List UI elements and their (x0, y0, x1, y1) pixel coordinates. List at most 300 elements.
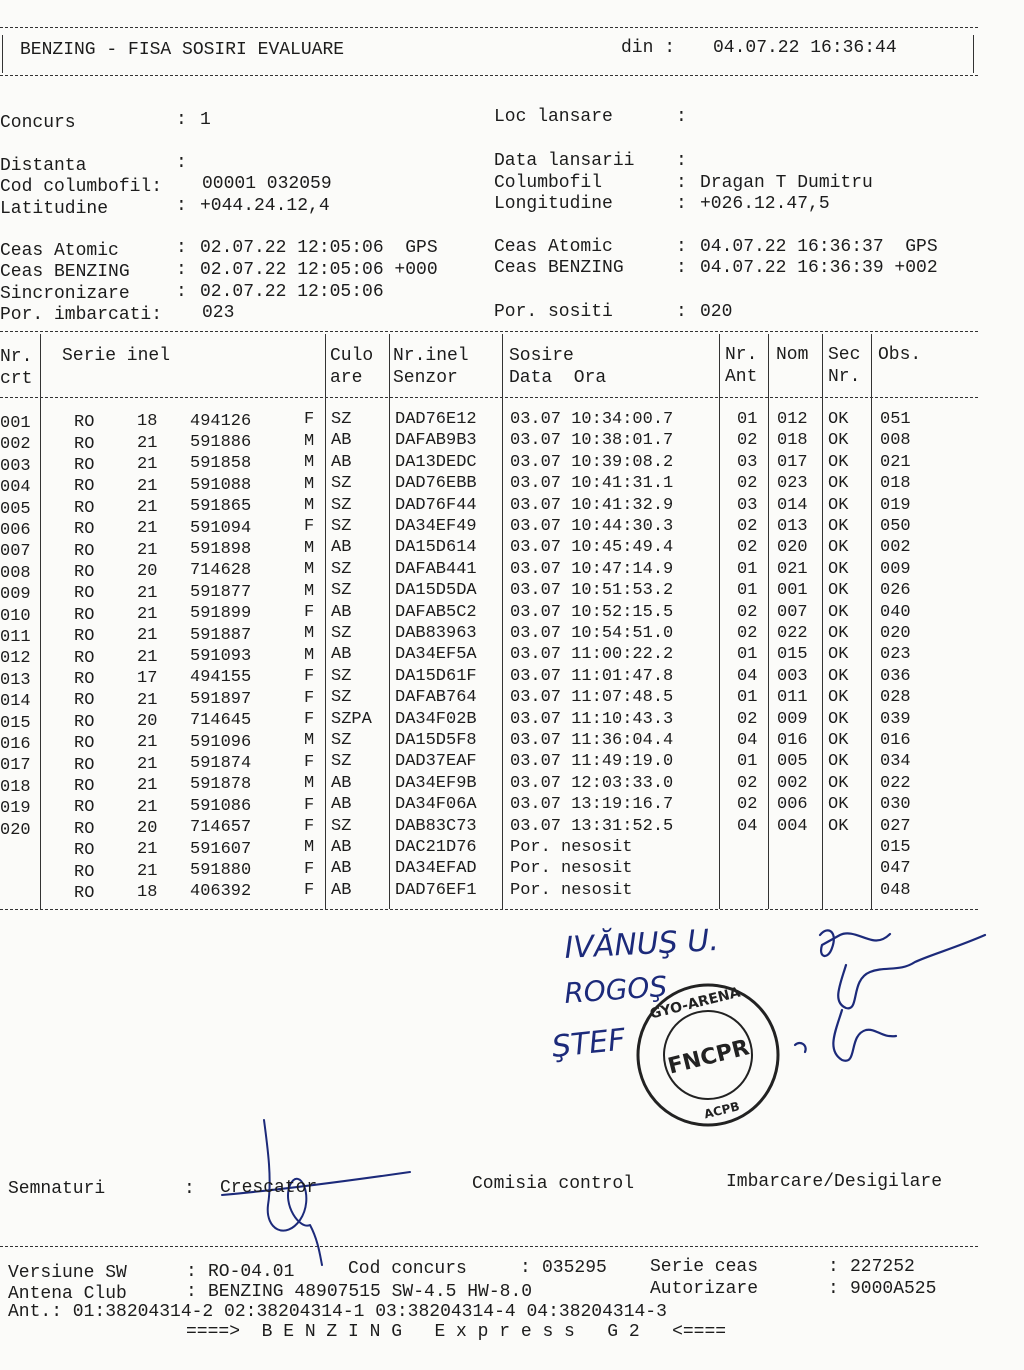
concurs-label: Concurs (0, 113, 76, 133)
row-sex: M (304, 645, 315, 665)
row-year: 20 (137, 562, 158, 582)
cod-concurs-label: Cod concurs (348, 1259, 467, 1279)
row-arrival: 03.07 10:47:14.9 (510, 559, 674, 579)
row-nom: 013 (777, 517, 808, 536)
handwritten-line-2: ROGOŞ (563, 969, 669, 1010)
row-year: 21 (137, 733, 158, 753)
row-sensor: DAB83963 (395, 624, 477, 643)
row-color: SZ (331, 816, 352, 836)
ceas-atomic-left-value: 02.07.22 12:05:06 GPS (200, 238, 438, 258)
row-country: RO (74, 455, 95, 475)
row-sensor: DAD76E12 (395, 410, 477, 429)
row-sex: M (304, 474, 315, 494)
row-antenna: 02 (737, 795, 758, 815)
row-antenna: 02 (737, 602, 758, 622)
row-country: RO (74, 862, 95, 882)
row-country: RO (74, 434, 95, 454)
signature-scribble-4 (795, 1043, 806, 1052)
ceas-atomic-colon: : (176, 238, 187, 258)
signature-scribble-1 (820, 930, 890, 956)
ceas-atomic-label: Ceas Atomic (0, 241, 119, 261)
por-imbarcati-label: Por. imbarcati: (0, 305, 163, 325)
antena-colon: : (186, 1282, 197, 1302)
por-sositi-value: 020 (700, 302, 733, 322)
row-arrival: Por. nesosit (510, 880, 633, 900)
antena-label: Antena Club (8, 1284, 127, 1304)
row-nr: 013 (0, 670, 31, 690)
row-country: RO (74, 520, 95, 540)
row-country: RO (74, 819, 95, 839)
ceas-benzing-left-value: 02.07.22 12:05:06 +000 (200, 260, 438, 280)
row-sex: F (304, 410, 315, 430)
date-value: 04.07.22 16:36:44 (713, 38, 897, 58)
row-ring-number: 591886 (190, 433, 252, 453)
row-nr: 015 (0, 713, 31, 733)
autorizare-colon: : (828, 1279, 839, 1299)
header-culoare-2: are (330, 368, 363, 388)
row-antenna: 03 (737, 452, 758, 472)
row-sec: OK (828, 452, 849, 472)
row-year: 21 (137, 776, 158, 796)
row-obs: 047 (880, 859, 911, 879)
row-obs: 020 (880, 624, 911, 643)
row-year: 21 (137, 754, 158, 774)
row-nom: 020 (777, 538, 808, 558)
columbofil-label: Columbofil (494, 173, 603, 193)
serie-ceas-colon: : (828, 1257, 839, 1277)
row-obs: 021 (880, 452, 911, 472)
row-arrival: 03.07 10:41:31.1 (510, 474, 674, 494)
row-sex: F (304, 602, 315, 622)
row-nom: 002 (777, 773, 808, 793)
row-sensor: DAFAB9B3 (395, 431, 477, 451)
row-sex: M (304, 838, 315, 858)
row-sec: OK (828, 624, 849, 643)
row-antenna: 02 (737, 517, 758, 536)
row-arrival: 03.07 12:03:33.0 (510, 773, 674, 793)
row-color: SZ (331, 688, 352, 708)
row-sec: OK (828, 688, 849, 708)
row-country: RO (74, 669, 95, 689)
row-sex: F (304, 688, 315, 708)
svg-text:GYO-ARENA: GYO-ARENA (648, 984, 743, 1023)
row-sensor: DAD76F44 (395, 495, 477, 515)
longitudine-colon: : (676, 194, 687, 214)
row-ring-number: 494126 (190, 411, 252, 431)
row-nr: 006 (0, 521, 31, 540)
row-color: SZ (331, 517, 352, 536)
cod-columbofil-label: Cod columbofil: (0, 177, 163, 197)
row-nom: 004 (777, 816, 808, 836)
row-nom: 003 (777, 666, 808, 686)
row-year: 21 (137, 604, 158, 624)
row-antenna: 01 (737, 645, 758, 665)
row-country: RO (74, 755, 95, 775)
row-ring-number: 591607 (190, 839, 252, 859)
row-sex: F (304, 795, 315, 815)
row-sensor: DAC21D76 (395, 838, 477, 857)
row-nom: 021 (777, 559, 808, 579)
concurs-value: 1 (200, 110, 211, 130)
row-obs: 026 (880, 581, 911, 601)
row-sensor: DA15D5DA (395, 581, 477, 601)
row-ring-number: 591877 (190, 582, 252, 602)
serie-ceas-value: 227252 (850, 1257, 915, 1277)
row-ring-number: 591874 (190, 754, 252, 774)
row-year: 21 (137, 433, 158, 453)
signature-comisia-label: Comisia control (472, 1174, 635, 1194)
row-country: RO (74, 776, 95, 796)
antenna-codes-line: Ant.: 01:38204314-2 02:38204314-1 03:38204314-4 04:38204314-3 (8, 1302, 667, 1322)
row-nr: 020 (0, 820, 31, 840)
row-sex: F (304, 859, 315, 879)
row-year: 21 (137, 861, 158, 881)
row-sec: OK (828, 795, 849, 815)
row-arrival: 03.07 10:44:30.3 (510, 517, 674, 536)
row-country: RO (74, 841, 95, 861)
header-ant-1: Nr. (725, 345, 758, 365)
row-nr: 010 (0, 606, 31, 626)
row-ring-number: 591088 (190, 475, 252, 495)
antena-value: BENZING 48907515 SW-4.5 HW-8.0 (208, 1282, 533, 1302)
row-nom: 001 (777, 581, 808, 601)
row-arrival: Por. nesosit (510, 838, 633, 857)
row-country: RO (74, 883, 95, 903)
header-senzor-2: Senzor (393, 368, 458, 388)
signature-scribble-3 (833, 1010, 896, 1061)
longitudine-label: Longitudine (494, 194, 613, 214)
ceas-atomic-right-label: Ceas Atomic (494, 237, 613, 257)
row-nom: 006 (777, 795, 808, 815)
row-sex: F (304, 517, 315, 537)
distanta-colon: : (176, 153, 187, 173)
row-ring-number: 591898 (190, 540, 252, 560)
row-year: 20 (137, 711, 158, 731)
row-ring-number: 591086 (190, 796, 252, 816)
row-color: SZ (331, 474, 352, 494)
row-sex: M (304, 560, 315, 580)
row-obs: 039 (880, 709, 911, 729)
row-year: 21 (137, 519, 158, 539)
row-year: 21 (137, 626, 158, 646)
header-sosire-1: Sosire (509, 346, 574, 366)
ceas-benzing-label: Ceas BENZING (0, 262, 130, 282)
concurs-colon: : (176, 110, 187, 130)
columbofil-colon: : (676, 173, 687, 193)
row-color: AB (331, 431, 352, 451)
svg-text:ACPB: ACPB (702, 1099, 741, 1122)
row-arrival: 03.07 10:39:08.2 (510, 452, 674, 472)
row-sensor: DA34F02B (395, 709, 477, 729)
row-ring-number: 591096 (190, 732, 252, 752)
row-nr: 012 (0, 649, 31, 669)
row-nom: 022 (777, 624, 808, 643)
row-nom: 016 (777, 731, 808, 750)
row-sex: F (304, 667, 315, 687)
row-nom: 007 (777, 602, 808, 622)
row-sex: M (304, 624, 315, 644)
row-year: 20 (137, 818, 158, 838)
row-arrival: Por. nesosit (510, 859, 633, 879)
row-arrival: 03.07 11:01:47.8 (510, 666, 674, 686)
header-serie-inel: Serie inel (62, 346, 171, 366)
row-nom: 018 (777, 431, 808, 451)
row-sex: M (304, 731, 315, 751)
row-year: 18 (137, 412, 158, 432)
row-ring-number: 591865 (190, 497, 252, 517)
svg-text:FNCPR: FNCPR (665, 1035, 752, 1080)
header-culoare-1: Culo (330, 346, 374, 366)
row-color: AB (331, 795, 352, 815)
row-nr: 011 (0, 628, 31, 647)
row-nr: 014 (0, 692, 31, 712)
loc-lansare-colon: : (676, 107, 687, 127)
row-antenna: 03 (737, 495, 758, 515)
header-sec-2: Nr. (828, 367, 861, 387)
signature-crescator-label: Crescator (220, 1178, 318, 1198)
row-obs: 050 (880, 517, 911, 536)
row-obs: 028 (880, 688, 911, 708)
row-sensor: DAD76EF1 (395, 880, 477, 900)
row-ring-number: 714628 (190, 561, 252, 581)
row-antenna: 02 (737, 624, 758, 643)
row-ring-number: 591093 (190, 647, 252, 667)
row-sex: F (304, 709, 315, 729)
row-ring-number: 406392 (190, 882, 252, 902)
row-country: RO (74, 498, 95, 518)
row-ring-number: 591887 (190, 625, 252, 645)
cod-concurs-colon: : (520, 1258, 531, 1278)
row-obs: 051 (880, 410, 911, 429)
row-country: RO (74, 648, 95, 668)
row-sec: OK (828, 731, 849, 750)
row-nom: 015 (777, 645, 808, 665)
row-sex: M (304, 453, 315, 473)
row-antenna: 02 (737, 709, 758, 729)
row-obs: 030 (880, 795, 911, 815)
row-year: 21 (137, 476, 158, 496)
row-obs: 008 (880, 431, 911, 451)
row-sensor: DAD76EBB (395, 474, 477, 494)
row-sec: OK (828, 645, 849, 665)
row-arrival: 03.07 10:41:32.9 (510, 495, 674, 515)
row-country: RO (74, 541, 95, 561)
row-color: SZ (331, 495, 352, 515)
row-arrival: 03.07 10:38:01.7 (510, 431, 674, 451)
cod-columbofil-value: 00001 032059 (202, 174, 332, 194)
row-color: SZ (331, 581, 352, 601)
row-sensor: DA34F06A (395, 795, 477, 815)
row-obs: 034 (880, 752, 911, 772)
row-antenna: 02 (737, 431, 758, 451)
row-country: RO (74, 691, 95, 711)
cod-concurs-value: 035295 (542, 1258, 607, 1278)
row-sensor: DAFAB764 (395, 688, 477, 708)
row-arrival: 03.07 11:49:19.0 (510, 752, 674, 772)
header-senzor-1: Nr.inel (393, 346, 469, 366)
row-color: SZ (331, 624, 352, 643)
row-year: 21 (137, 797, 158, 817)
row-sec: OK (828, 581, 849, 601)
signatures-colon: : (184, 1179, 195, 1199)
header-sosire-2: Data Ora (509, 368, 607, 388)
row-nr: 002 (0, 435, 31, 455)
row-ring-number: 591880 (190, 861, 252, 881)
ceas-benzing-colon: : (176, 260, 187, 280)
row-nom: 017 (777, 452, 808, 472)
row-sec: OK (828, 474, 849, 494)
row-sex: F (304, 752, 315, 772)
row-obs: 009 (880, 559, 911, 579)
row-nr: 008 (0, 563, 31, 583)
header-nr-crt-2: crt (0, 369, 33, 389)
row-color: AB (331, 773, 352, 793)
por-sositi-colon: : (676, 302, 687, 322)
row-color: AB (331, 645, 352, 665)
row-sex: M (304, 495, 315, 515)
sincronizare-colon: : (176, 282, 187, 302)
row-arrival: 03.07 11:07:48.5 (510, 688, 674, 708)
row-arrival: 03.07 13:19:16.7 (510, 795, 674, 815)
row-country: RO (74, 562, 95, 582)
sincronizare-label: Sincronizare (0, 284, 130, 304)
latitudine-label: Latitudine (0, 199, 109, 219)
row-sensor: DAFAB5C2 (395, 602, 477, 622)
row-obs: 027 (880, 816, 911, 836)
signatures-label: Semnaturi (8, 1179, 106, 1199)
row-sec: OK (828, 410, 849, 429)
date-label: din : (621, 38, 676, 58)
row-arrival: 03.07 10:54:51.0 (510, 624, 674, 643)
row-nom: 005 (777, 752, 808, 772)
row-nr: 003 (0, 456, 31, 476)
row-country: RO (74, 413, 95, 433)
row-ring-number: 591094 (190, 518, 252, 538)
row-sec: OK (828, 495, 849, 515)
row-sec: OK (828, 816, 849, 836)
por-sositi-label: Por. sositi (494, 302, 613, 322)
row-year: 21 (137, 690, 158, 710)
row-nr: 001 (0, 414, 31, 433)
row-year: 21 (137, 647, 158, 667)
row-nr: 007 (0, 542, 31, 562)
row-country: RO (74, 605, 95, 625)
row-year: 18 (137, 883, 158, 903)
ceas-atomic-right-value: 04.07.22 16:36:37 GPS (700, 237, 938, 257)
row-sex: F (304, 881, 315, 901)
signature-imbarcare-label: Imbarcare/Desigilare (726, 1172, 943, 1192)
row-color: AB (331, 880, 352, 900)
document-title: BENZING - FISA SOSIRI EVALUARE (20, 40, 345, 60)
longitudine-value: +026.12.47,5 (700, 194, 830, 214)
signature-scribble-2 (838, 935, 985, 1008)
row-nom: 012 (777, 410, 808, 429)
latitudine-value: +044.24.12,4 (200, 196, 330, 216)
row-sensor: DA34EF9B (395, 773, 477, 793)
ceas-benzing-right-label: Ceas BENZING (494, 258, 624, 278)
header-nom: Nom (776, 345, 809, 365)
row-ring-number: 591897 (190, 689, 252, 709)
row-color: AB (331, 538, 352, 558)
row-arrival: 03.07 11:00:22.2 (510, 645, 674, 665)
row-nr: 019 (0, 799, 31, 819)
row-nr: 005 (0, 499, 31, 519)
row-country: RO (74, 584, 95, 604)
row-nom: 023 (777, 474, 808, 494)
row-antenna: 02 (737, 538, 758, 558)
row-color: SZ (331, 559, 352, 579)
versiune-colon: : (186, 1262, 197, 1282)
row-color: SZ (331, 410, 352, 429)
row-nr: 016 (0, 735, 31, 754)
row-nom: 011 (777, 688, 808, 708)
row-year: 21 (137, 497, 158, 517)
row-obs: 022 (880, 773, 911, 793)
sincronizare-value: 02.07.22 12:05:06 (200, 282, 384, 302)
row-obs: 048 (880, 880, 911, 900)
por-imbarcati-value: 023 (202, 303, 235, 323)
handwritten-line-3: ŞTEF (550, 1022, 628, 1065)
row-country: RO (74, 477, 95, 497)
row-nr: 018 (0, 777, 31, 797)
row-country: RO (74, 798, 95, 818)
row-sensor: DAD37EAF (395, 752, 477, 772)
row-sex: M (304, 431, 315, 451)
data-lansarii-colon: : (676, 151, 687, 171)
serie-ceas-label: Serie ceas (650, 1257, 759, 1277)
row-sec: OK (828, 602, 849, 622)
ceas-benzing-right-value: 04.07.22 16:36:39 +002 (700, 258, 938, 278)
latitudine-colon: : (176, 196, 187, 216)
header-nr-crt-1: Nr. (0, 347, 33, 367)
columbofil-value: Dragan T Dumitru (700, 173, 873, 193)
row-obs: 002 (880, 538, 911, 558)
row-sec: OK (828, 666, 849, 686)
row-arrival: 03.07 13:31:52.5 (510, 816, 674, 836)
row-country: RO (74, 712, 95, 732)
row-antenna: 01 (737, 752, 758, 772)
versiune-label: Versiune SW (8, 1263, 127, 1283)
row-obs: 040 (880, 602, 911, 622)
row-sec: OK (828, 559, 849, 579)
row-obs: 023 (880, 645, 911, 665)
handwritten-line-1: IVĂNUŞ U. (563, 922, 720, 966)
row-nom: 014 (777, 495, 808, 515)
row-sec: OK (828, 517, 849, 536)
autorizare-value: 9000A525 (850, 1279, 937, 1299)
row-arrival: 03.07 10:34:00.7 (510, 410, 674, 429)
data-lansarii-label: Data lansarii (494, 151, 635, 171)
row-country: RO (74, 734, 95, 754)
row-sensor: DA34EF5A (395, 645, 477, 665)
row-color: AB (331, 452, 352, 472)
header-sec-1: Sec (828, 345, 861, 365)
row-obs: 019 (880, 495, 911, 515)
row-sensor: DA15D61F (395, 666, 477, 686)
row-nr: 017 (0, 756, 31, 776)
row-color: AB (331, 838, 352, 857)
row-sensor: DA34EFAD (395, 859, 477, 879)
row-year: 17 (137, 669, 158, 689)
row-ring-number: 591858 (190, 454, 252, 474)
row-color: AB (331, 602, 352, 622)
distanta-label: Distanta (0, 156, 87, 176)
row-sec: OK (828, 709, 849, 729)
row-year: 21 (137, 455, 158, 475)
row-color: SZ (331, 752, 352, 772)
row-arrival: 03.07 10:51:53.2 (510, 581, 674, 601)
autorizare-label: Autorizare (650, 1279, 759, 1299)
